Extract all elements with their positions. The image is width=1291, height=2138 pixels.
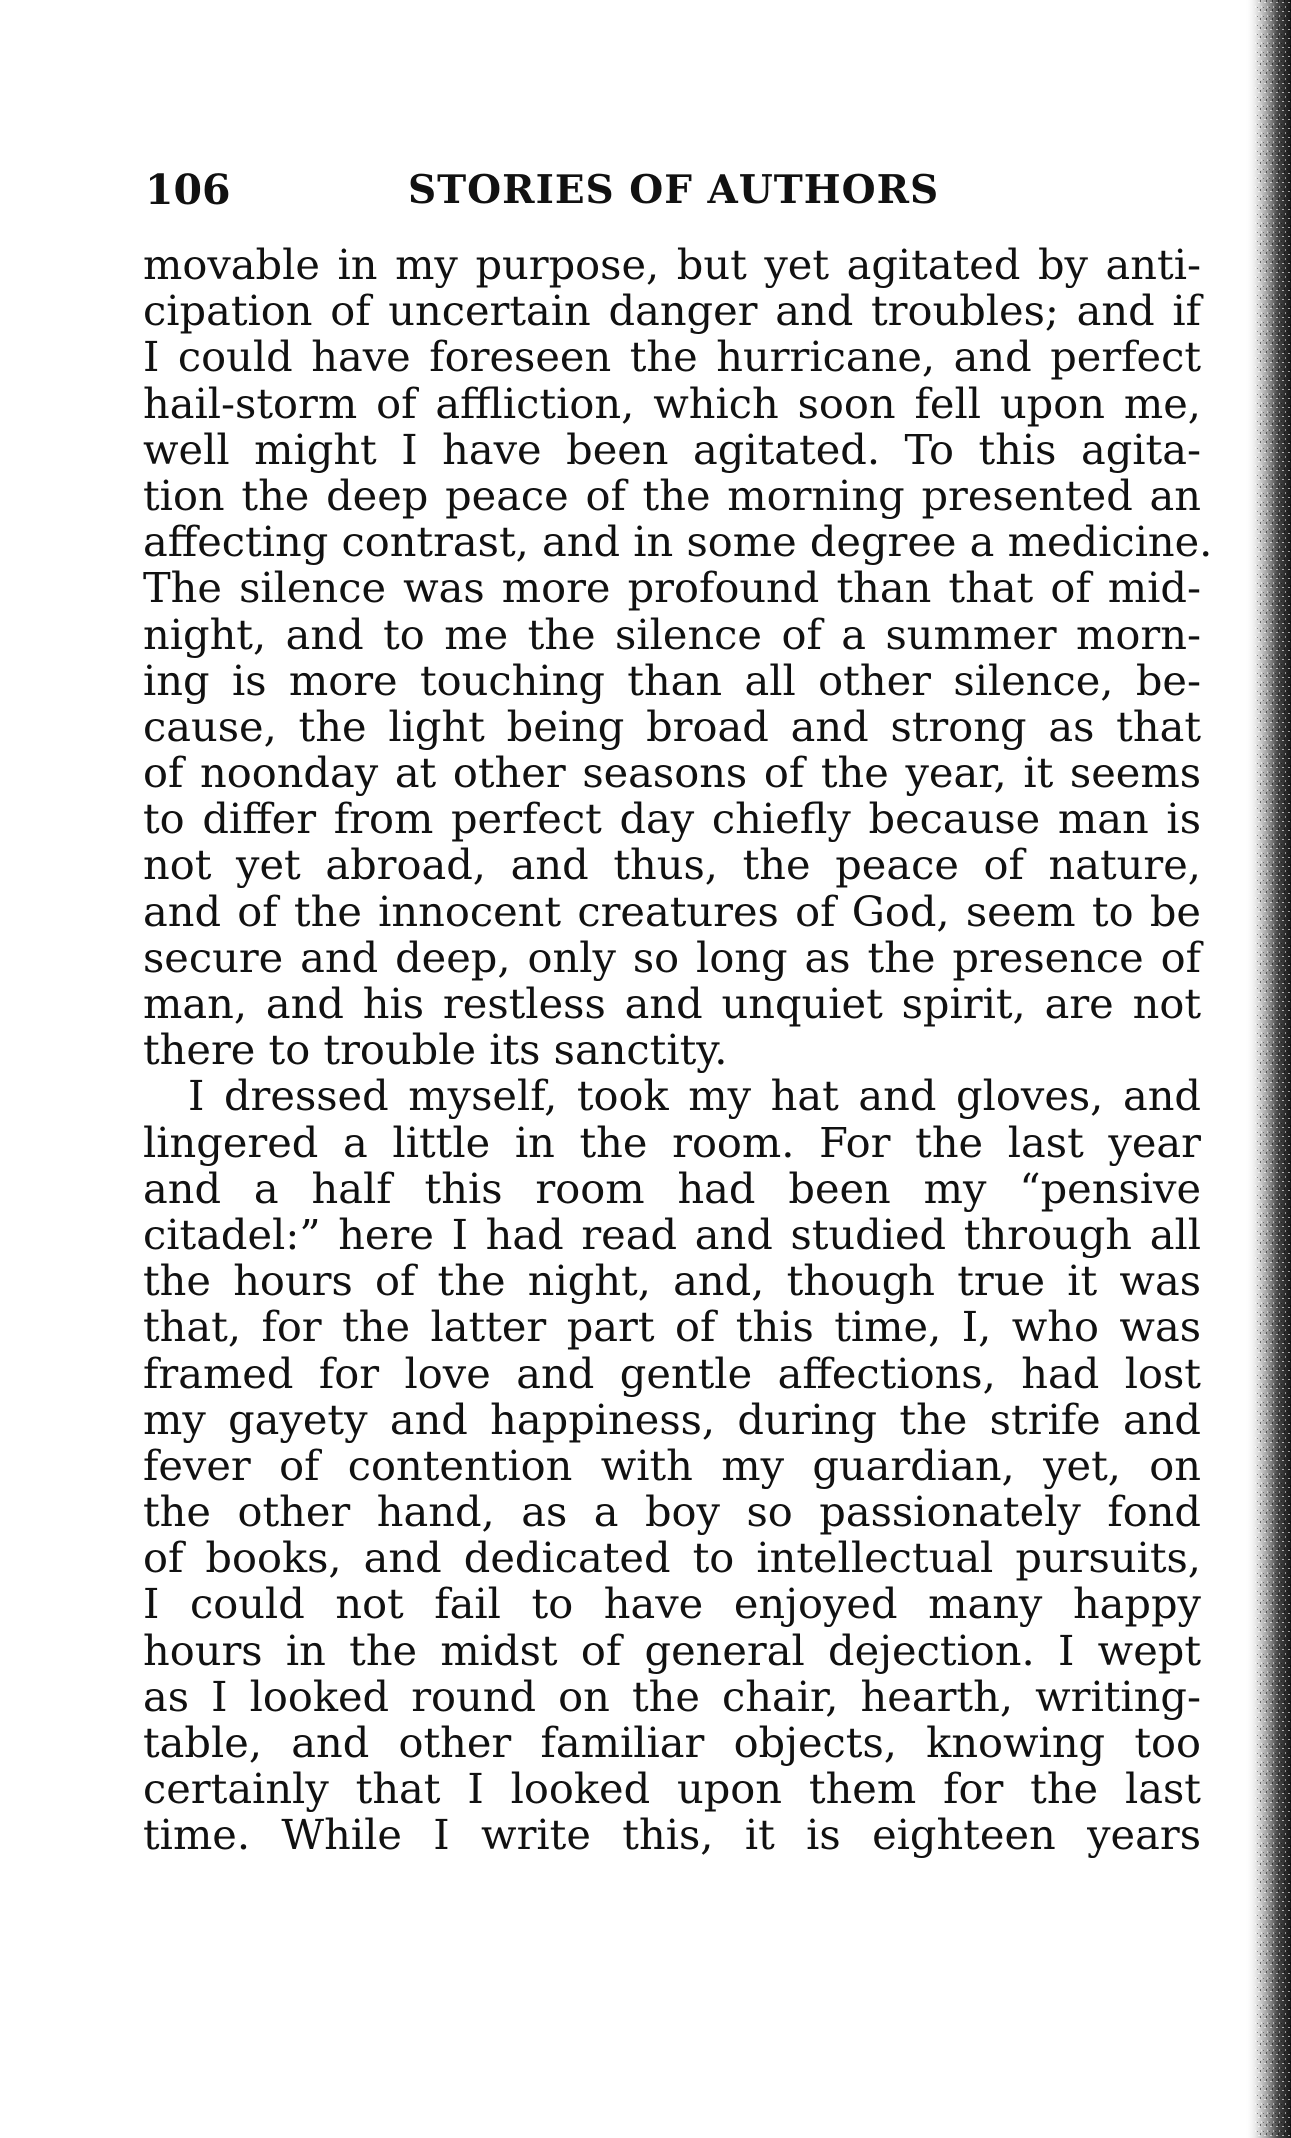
text-line: tion the deep peace of the morning presented an	[143, 470, 1201, 520]
text-line: I could not fail to have enjoyed many happy	[143, 1579, 1201, 1629]
text-line: framed for love and gentle affections, had lost	[143, 1348, 1201, 1398]
text-line: that, for the latter part of this time, I, who was	[143, 1302, 1201, 1352]
text-line: cipation of uncertain danger and troubles; and if	[143, 286, 1201, 336]
running-head	[145, 160, 1205, 220]
text-line: citadel:” here I had read and studied through all	[143, 1209, 1201, 1259]
text-line: my gayety and happiness, during the strife and	[143, 1394, 1201, 1444]
text-line: and a half this room had been my “pensive	[143, 1163, 1201, 1213]
running-title: STORIES OF AUTHORS	[408, 167, 940, 213]
text-line: certainly that I looked upon them for the last	[143, 1764, 1201, 1814]
text-line: The silence was more profound than that of mid-	[143, 563, 1201, 613]
text-line: of noonday at other seasons of the year, it seems	[143, 748, 1201, 798]
text-line: secure and deep, only so long as the presence of	[143, 932, 1201, 982]
text-line: time. While I write this, it is eighteen years	[143, 1810, 1201, 1860]
paragraph-start-line: I dressed myself, took my hat and gloves, and	[188, 1071, 1201, 1121]
text-line: well might I have been agitated. To this agita-	[143, 424, 1201, 474]
text-line: affecting contrast, and in some degree a medicine.	[143, 517, 1213, 567]
text-line: the hours of the night, and, though true it was	[143, 1256, 1201, 1306]
text-line: ing is more touching than all other silence, be-	[143, 655, 1201, 705]
text-line: the other hand, as a boy so passionately fond	[143, 1487, 1201, 1537]
paragraph-end-line: there to trouble its sanctity.	[143, 1025, 728, 1075]
text-line: man, and his restless and unquiet spirit, are not	[143, 979, 1201, 1028]
text-line: and of the innocent creatures of God, seem to be	[143, 886, 1201, 936]
page-number: 106	[145, 166, 231, 214]
text-line: I could have foreseen the hurricane, and perfect	[143, 332, 1201, 382]
text-line: hail-storm of affliction, which soon fell upon me,	[143, 378, 1201, 428]
text-line: cause, the light being broad and strong as that	[143, 701, 1201, 751]
page-edge-shadow	[1245, 0, 1291, 2138]
text-line: movable in my purpose, but yet agitated by anti-	[143, 240, 1201, 289]
text-line: lingered a little in the room. For the last year	[143, 1117, 1201, 1167]
text-line: as I looked round on the chair, hearth, writing-	[143, 1671, 1201, 1721]
text-line: of books, and dedicated to intellectual pursuits,	[143, 1533, 1201, 1583]
text-line: hours in the midst of general dejection. I wept	[143, 1625, 1201, 1675]
text-line: night, and to me the silence of a summer morn-	[143, 609, 1201, 659]
text-line: to differ from perfect day chiefly because man is	[143, 794, 1201, 844]
text-line: not yet abroad, and thus, the peace of nature,	[143, 840, 1201, 890]
text-line: table, and other familiar objects, knowing too	[143, 1718, 1201, 1767]
body-text	[143, 240, 1213, 1860]
text-line: fever of contention with my guardian, yet, on	[143, 1440, 1201, 1490]
